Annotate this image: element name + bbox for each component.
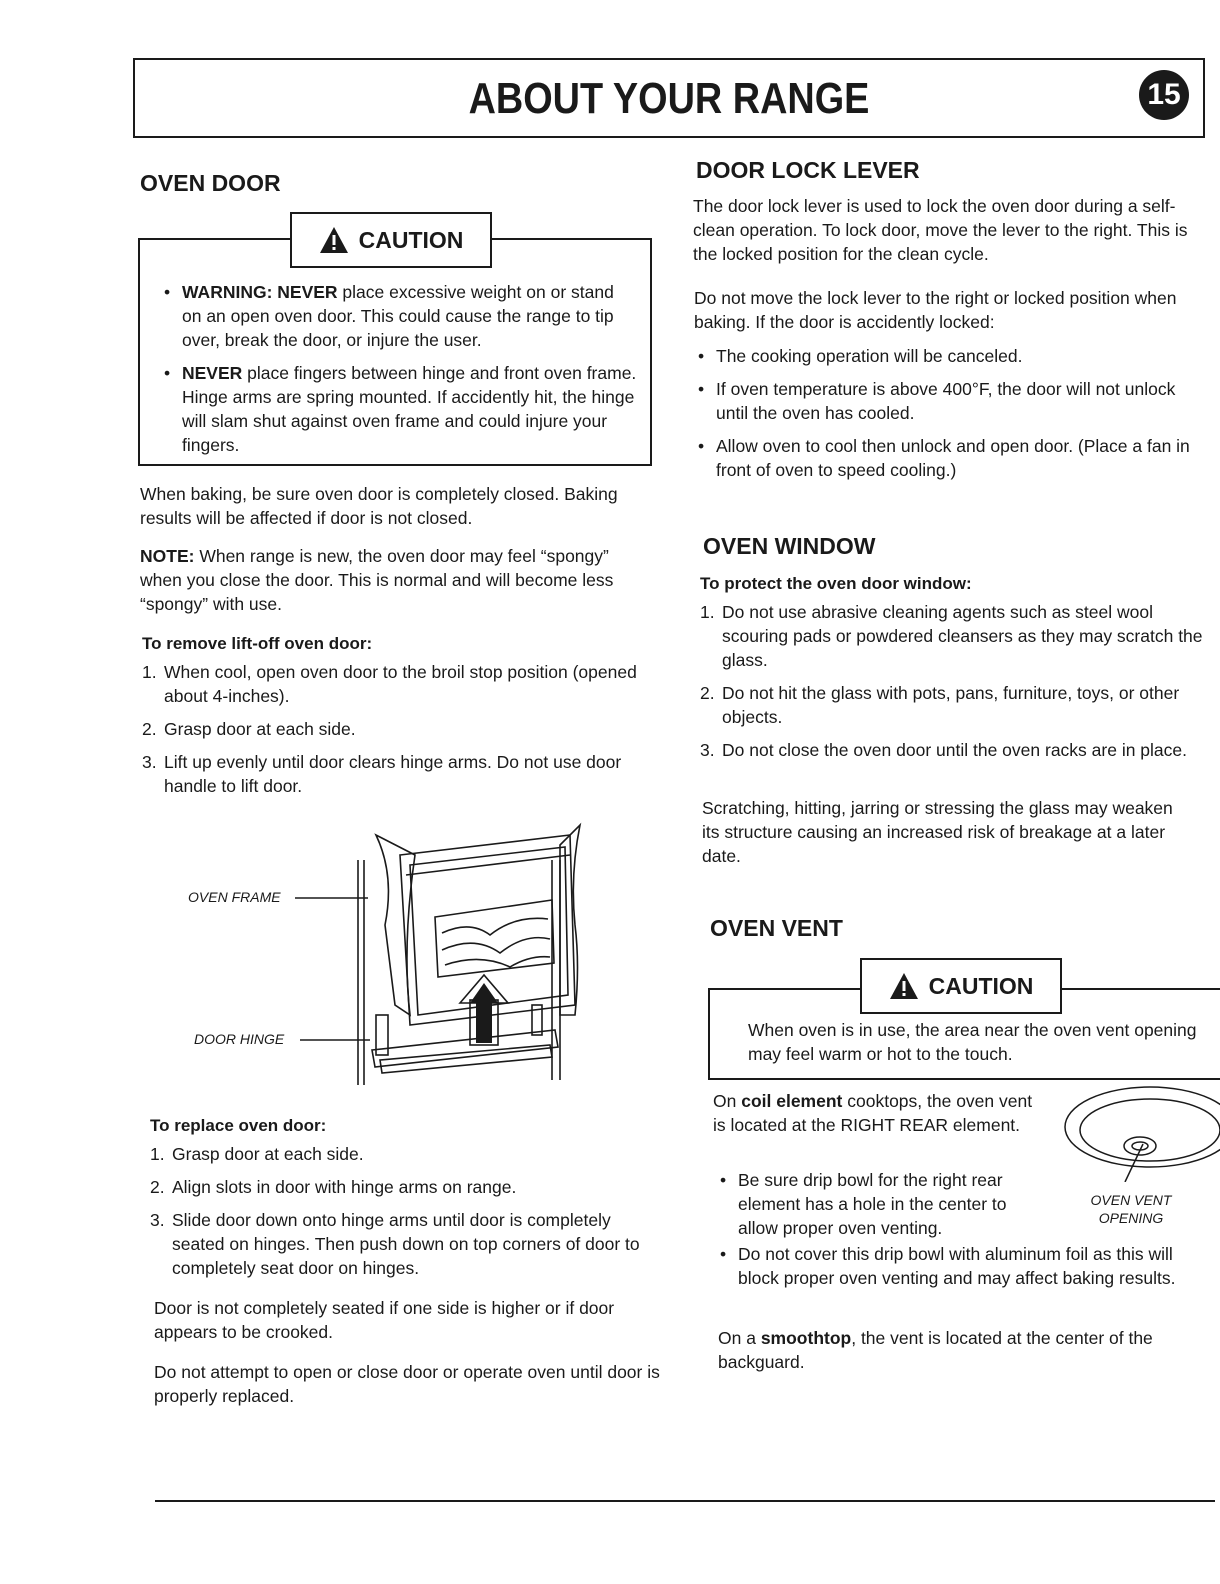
crooked-paragraph: Door is not completely seated if one side is higher or if door appears to be crooked.	[154, 1298, 615, 1342]
list-item: • The cooking operation will be canceled.	[698, 346, 1023, 366]
oven-door-heading: OVEN DOOR	[140, 170, 281, 196]
page-number-badge: 15	[1139, 70, 1189, 120]
warning-triangle-icon	[319, 226, 349, 254]
list-item: 1. Do not use abrasive cleaning agents such as steel wool scouring pads or powdered cleansers as they may scratch the glass.	[700, 602, 1203, 670]
warning-triangle-icon	[889, 972, 919, 1000]
oven-window-heading: OVEN WINDOW	[703, 533, 876, 559]
replace-door-steps	[150, 1142, 660, 1289]
list-item: • If oven temperature is above 400°F, the door will not unlock until the oven has cooled.	[698, 379, 1176, 423]
oven-vent-bullets-2	[716, 1242, 1211, 1299]
list-item: • Allow oven to cool then unlock and open door. (Place a fan in front of oven to speed cooling.)	[698, 436, 1190, 480]
door-lock-heading: DOOR LOCK LEVER	[696, 157, 920, 183]
oven-window-steps	[700, 600, 1208, 771]
baking-paragraph: When baking, be sure oven door is completely closed. Baking results will be affected if door is not closed.	[140, 484, 618, 528]
oven-vent-opening-label: OVEN VENT OPENING	[1090, 1192, 1172, 1226]
oven-window-paragraph: Scratching, hitting, jarring or stressing the glass may weaken its structure causing an increased risk of breakage at a later date.	[702, 798, 1173, 866]
replace-door-heading: To replace oven door:	[150, 1116, 327, 1135]
caution-item: • NEVER place fingers between hinge and front oven frame. Hinge arms are spring mounted. If accidently hit, the hinge will slam shut against oven frame and could injure your fingers.	[164, 363, 637, 455]
note-paragraph: NOTE: When range is new, the oven door may feel “spongy” when you close the door. This is normal and will become less “spongy” with use.	[140, 546, 614, 614]
oven-vent-caution-badge: CAUTION	[860, 958, 1062, 1014]
oven-door-caution-badge: CAUTION	[290, 212, 492, 268]
page-header	[133, 58, 1205, 138]
list-item: 1. Grasp door at each side.	[150, 1144, 364, 1164]
door-lock-paragraph-2: Do not move the lock lever to the right or locked position when baking. If the door is accidently locked:	[694, 288, 1177, 332]
footer-rule	[155, 1500, 1215, 1502]
list-item: • Be sure drip bowl for the right rear element has a hole in the center to allow proper oven venting.	[720, 1170, 1007, 1238]
oven-door-figure	[180, 815, 630, 1095]
list-item: 3. Lift up evenly until door clears hinge arms. Do not use door handle to lift door.	[142, 752, 622, 796]
oven-vent-caution-text: When oven is in use, the area near the oven vent opening may feel warm or hot to the touch.	[748, 1020, 1197, 1064]
oven-door-illustration	[180, 815, 630, 1095]
list-item: 3. Do not close the oven door until the oven racks are in place.	[700, 740, 1187, 760]
oven-frame-label: OVEN FRAME	[188, 889, 281, 905]
caution-item: • WARNING: NEVER place excessive weight on or stand on an open oven door. This could cause the range to tip over, break the door, or injure the user.	[164, 282, 614, 350]
oven-window-subheading: To protect the oven door window:	[700, 574, 972, 593]
list-item: 2. Do not hit the glass with pots, pans, furniture, toys, or other objects.	[700, 683, 1180, 727]
door-lock-bullets	[694, 344, 1209, 491]
list-item: 1. When cool, open oven door to the broil stop position (opened about 4-inches).	[142, 662, 637, 706]
smoothtop-paragraph: On a smoothtop, the vent is located at the center of the backguard.	[718, 1328, 1153, 1372]
coil-element-paragraph: On coil element cooktops, the oven vent is located at the RIGHT REAR element.	[713, 1091, 1033, 1135]
oven-door-caution-list	[160, 280, 638, 466]
remove-door-heading: To remove lift-off oven door:	[142, 634, 373, 653]
list-item: 2. Align slots in door with hinge arms on range.	[150, 1177, 517, 1197]
list-item: • Do not cover this drip bowl with aluminum foil as this will block proper oven venting and may affect baking results.	[720, 1244, 1176, 1288]
drip-bowl-illustration	[1055, 1082, 1220, 1182]
oven-door-caution-box	[138, 238, 652, 466]
door-hinge-label: DOOR HINGE	[194, 1031, 285, 1047]
remove-door-steps	[142, 660, 650, 807]
attempt-paragraph: Do not attempt to open or close door or operate oven until door is properly replaced.	[154, 1362, 660, 1406]
oven-vent-bullets-1	[716, 1168, 1046, 1249]
list-item: 2. Grasp door at each side.	[142, 719, 356, 739]
oven-vent-heading: OVEN VENT	[710, 915, 843, 941]
page-title: ABOUT YOUR RANGE	[468, 74, 870, 123]
door-lock-paragraph-1: The door lock lever is used to lock the oven door during a self-clean operation. To lock door, move the lever to the right. This is the locked position for the clean cycle.	[693, 196, 1188, 264]
list-item: 3. Slide door down onto hinge arms until door is completely seated on hinges. Then push down on top corners of door to completely seat door on hinges.	[150, 1210, 640, 1278]
